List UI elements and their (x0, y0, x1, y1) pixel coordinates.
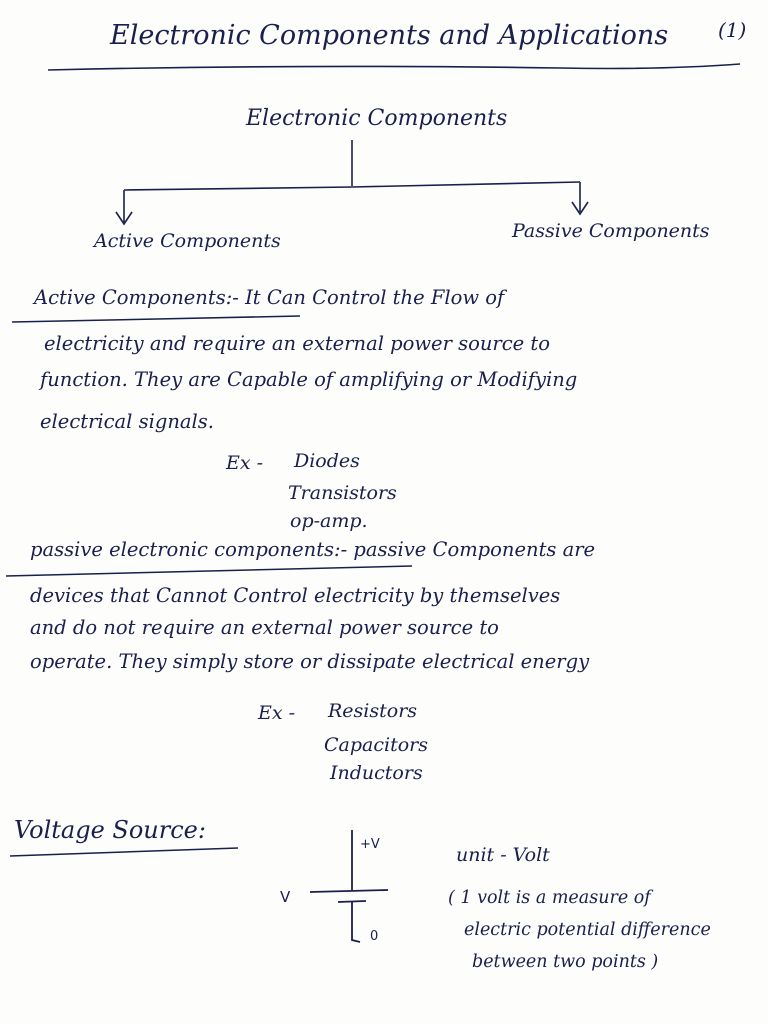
voltage-underline (10, 848, 238, 856)
note-line-3: between two points ) (472, 952, 659, 972)
plus-v-label: +V (360, 837, 380, 852)
active-term-underline (12, 316, 300, 322)
passive-separator: :- (334, 538, 348, 561)
passive-example-1: Resistors (328, 700, 418, 722)
passive-ex-label: Ex - (258, 702, 296, 724)
note-line-1: ( 1 volt is a measure of (448, 888, 651, 908)
passive-line-4: operate. They simply store or dissipate electrical energy (30, 650, 590, 673)
v-label: V (280, 888, 291, 906)
voltage-heading-colon: : (197, 816, 206, 844)
passive-definition-line-1 (30, 540, 595, 560)
active-example-3: op-amp. (290, 510, 368, 532)
active-example-1: Diodes (294, 450, 360, 472)
title-underline (48, 64, 740, 70)
page-title: Electronic Components and Applications (110, 20, 669, 51)
passive-term-underline (6, 566, 412, 576)
note-line-2: electric potential difference (464, 920, 711, 940)
diagram-left-branch: Active Components (94, 230, 281, 252)
active-line-4: electrical signals. (40, 410, 214, 433)
active-line-1: It Can Control the Flow of (245, 286, 505, 309)
passive-example-2: Capacitors (324, 734, 428, 756)
passive-example-3: Inductors (330, 762, 423, 784)
passive-term: passive electronic components (30, 538, 335, 561)
page-number: (1) (718, 18, 747, 42)
source-bottom-wire (352, 902, 360, 942)
voltage-heading-text: Voltage Source (14, 816, 198, 844)
active-line-3: function. They are Capable of amplifying or Modifying (40, 368, 578, 391)
passive-line-3: and do not require an external power source to (30, 616, 499, 639)
active-ex-label: Ex - (226, 452, 264, 474)
active-line-2: electricity and require an external power source to (44, 332, 550, 355)
passive-line-2: devices that Cannot Control electricity by themselves (30, 584, 561, 607)
source-short-plate (338, 901, 366, 902)
source-long-plate (310, 890, 388, 892)
active-term: Active Components (34, 286, 226, 309)
unit-line: unit - Volt (456, 844, 550, 866)
diagram-right-branch: Passive Components (512, 220, 710, 242)
active-example-2: Transistors (288, 482, 397, 504)
zero-label: 0 (370, 929, 379, 944)
passive-line-1: passive Components are (353, 538, 596, 561)
diagram-root: Electronic Components (246, 106, 508, 131)
active-definition-line-1 (34, 288, 504, 308)
active-separator: :- (225, 286, 239, 309)
voltage-heading (14, 818, 206, 842)
